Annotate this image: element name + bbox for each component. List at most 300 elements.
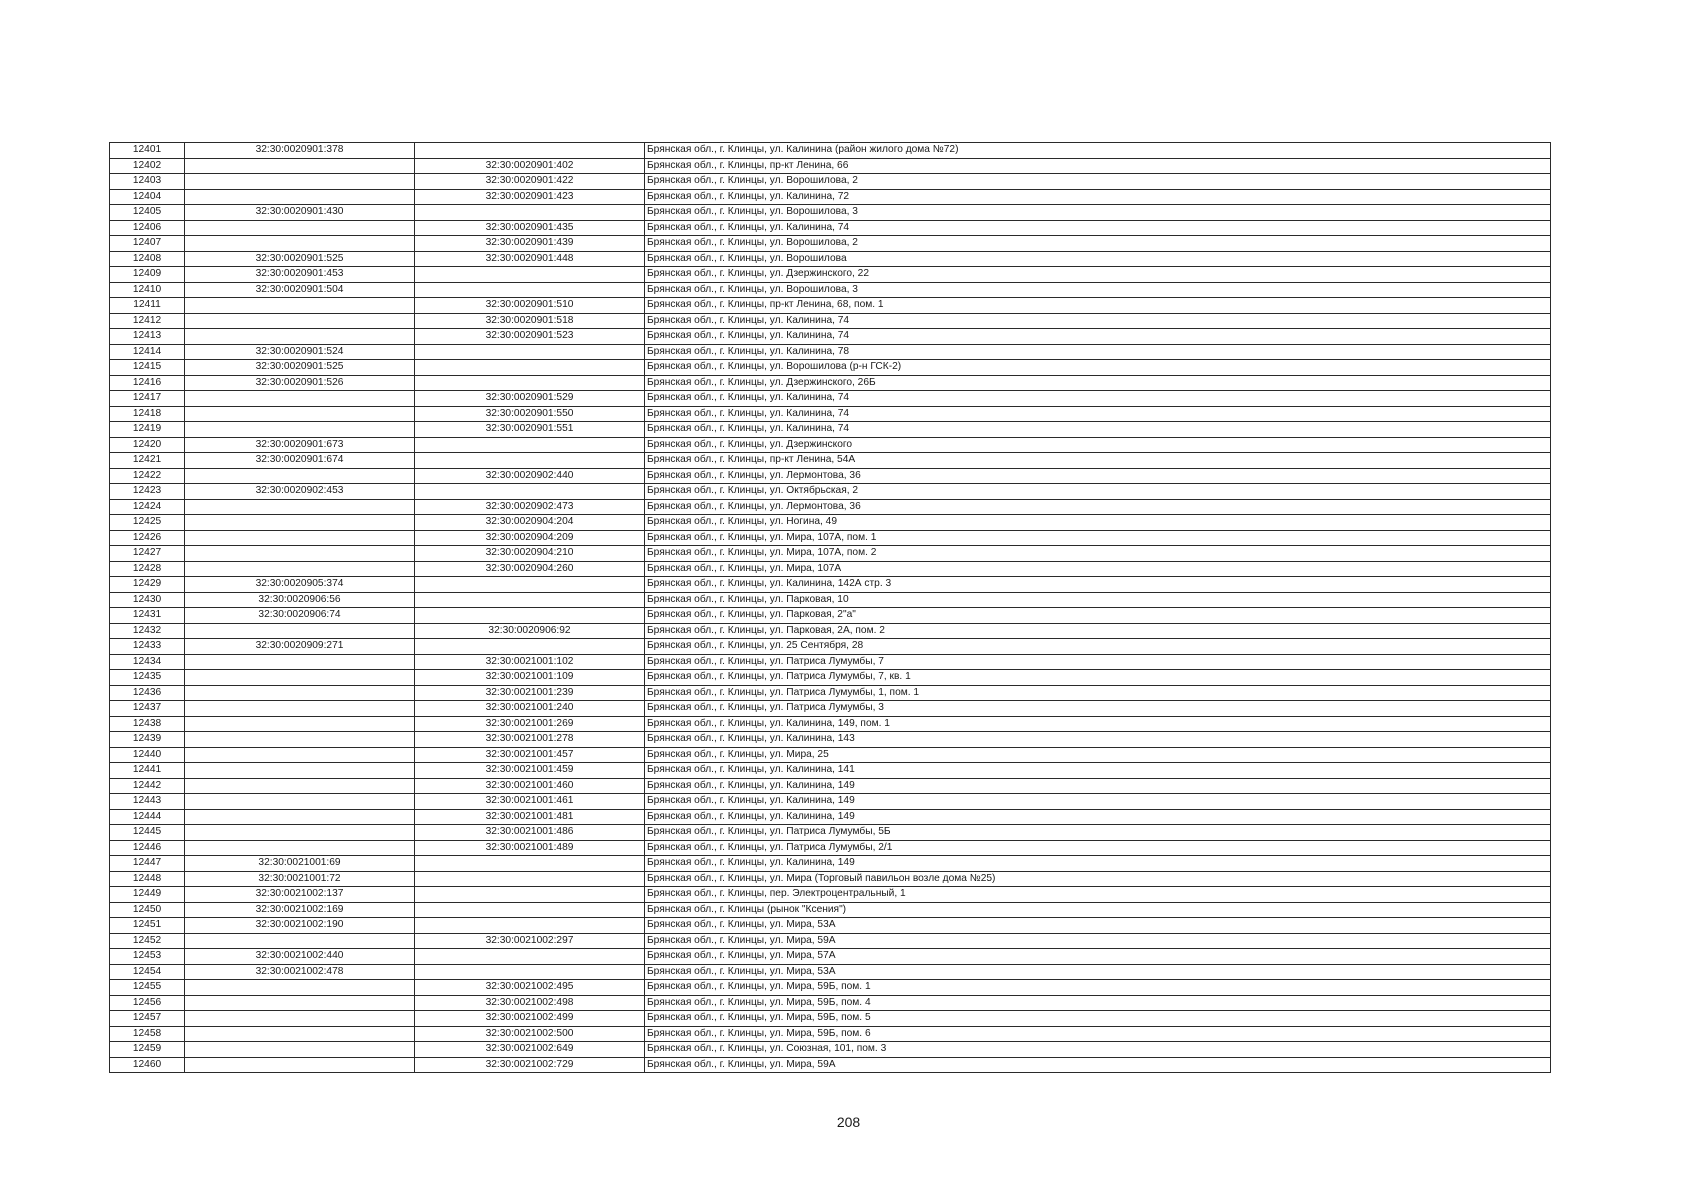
- cadastral-number-a-cell: 32:30:0020905:374: [185, 577, 415, 593]
- row-number-cell: 12446: [110, 840, 185, 856]
- cadastral-number-a-cell: [185, 794, 415, 810]
- table-row: [110, 670, 1551, 686]
- cadastral-number-b-cell: [415, 871, 645, 887]
- address-cell: Брянская обл., г. Клинцы, ул. Калинина, 149: [645, 794, 1551, 810]
- table-row: [110, 313, 1551, 329]
- table-row: [110, 174, 1551, 190]
- row-number-cell: 12443: [110, 794, 185, 810]
- table-row: [110, 1057, 1551, 1073]
- table-row: [110, 980, 1551, 996]
- cadastral-number-b-cell: 32:30:0021002:500: [415, 1026, 645, 1042]
- address-cell: Брянская обл., г. Клинцы, ул. Мира, 53А: [645, 964, 1551, 980]
- table-row: [110, 825, 1551, 841]
- table-row: [110, 484, 1551, 500]
- cadastral-number-a-cell: 32:30:0020901:524: [185, 344, 415, 360]
- cadastral-number-a-cell: 32:30:0020901:378: [185, 143, 415, 159]
- cadastral-number-a-cell: [185, 670, 415, 686]
- row-number-cell: 12434: [110, 654, 185, 670]
- cadastral-number-b-cell: 32:30:0020904:204: [415, 515, 645, 531]
- table-row: [110, 391, 1551, 407]
- row-number-cell: 12404: [110, 189, 185, 205]
- address-cell: Брянская обл., г. Клинцы, ул. Патриса Лумумбы, 3: [645, 701, 1551, 717]
- row-number-cell: 12423: [110, 484, 185, 500]
- table-row: [110, 747, 1551, 763]
- address-cell: Брянская обл., г. Клинцы, ул. Парковая, 2"а": [645, 608, 1551, 624]
- cadastral-number-b-cell: 32:30:0021001:459: [415, 763, 645, 779]
- row-number-cell: 12406: [110, 220, 185, 236]
- address-cell: Брянская обл., г. Клинцы, ул. Мира, 59Б, пом. 5: [645, 1011, 1551, 1027]
- cadastral-number-a-cell: [185, 1026, 415, 1042]
- row-number-cell: 12417: [110, 391, 185, 407]
- row-number-cell: 12441: [110, 763, 185, 779]
- row-number-cell: 12429: [110, 577, 185, 593]
- row-number-cell: 12420: [110, 437, 185, 453]
- table-row: [110, 918, 1551, 934]
- address-cell: Брянская обл., г. Клинцы, ул. Парковая, 2А, пом. 2: [645, 623, 1551, 639]
- address-cell: Брянская обл., г. Клинцы, ул. 25 Сентября, 28: [645, 639, 1551, 655]
- cadastral-number-a-cell: 32:30:0020901:504: [185, 282, 415, 298]
- cadastral-number-a-cell: 32:30:0020901:526: [185, 375, 415, 391]
- cadastral-number-b-cell: [415, 360, 645, 376]
- cadastral-number-b-cell: 32:30:0021001:269: [415, 716, 645, 732]
- row-number-cell: 12412: [110, 313, 185, 329]
- cadastral-number-b-cell: 32:30:0020904:210: [415, 546, 645, 562]
- row-number-cell: 12459: [110, 1042, 185, 1058]
- cadastral-number-a-cell: [185, 174, 415, 190]
- cadastral-number-a-cell: [185, 530, 415, 546]
- row-number-cell: 12447: [110, 856, 185, 872]
- cadastral-number-b-cell: [415, 143, 645, 159]
- row-number-cell: 12402: [110, 158, 185, 174]
- row-number-cell: 12428: [110, 561, 185, 577]
- table-row: [110, 701, 1551, 717]
- table-row: [110, 158, 1551, 174]
- cadastral-number-b-cell: 32:30:0020901:529: [415, 391, 645, 407]
- address-cell: Брянская обл., г. Клинцы, ул. Союзная, 101, пом. 3: [645, 1042, 1551, 1058]
- address-cell: Брянская обл., г. Клинцы, ул. Патриса Лумумбы, 2/1: [645, 840, 1551, 856]
- row-number-cell: 12426: [110, 530, 185, 546]
- row-number-cell: 12435: [110, 670, 185, 686]
- cadastral-number-b-cell: 32:30:0020901:423: [415, 189, 645, 205]
- address-cell: Брянская обл., г. Клинцы, ул. Мира (Торговый павильон возле дома №25): [645, 871, 1551, 887]
- table-row: [110, 499, 1551, 515]
- cadastral-number-a-cell: [185, 840, 415, 856]
- cadastral-number-b-cell: [415, 205, 645, 221]
- cadastral-number-a-cell: [185, 1057, 415, 1073]
- cadastral-number-a-cell: [185, 1011, 415, 1027]
- table-row: [110, 189, 1551, 205]
- cadastral-number-b-cell: 32:30:0020901:439: [415, 236, 645, 252]
- address-cell: Брянская обл., г. Клинцы, ул. Лермонтова, 36: [645, 499, 1551, 515]
- row-number-cell: 12422: [110, 468, 185, 484]
- cadastral-number-b-cell: 32:30:0021001:278: [415, 732, 645, 748]
- cadastral-number-a-cell: [185, 685, 415, 701]
- cadastral-number-a-cell: 32:30:0021001:69: [185, 856, 415, 872]
- row-number-cell: 12460: [110, 1057, 185, 1073]
- row-number-cell: 12430: [110, 592, 185, 608]
- address-cell: Брянская обл., г. Клинцы, ул. Ворошилова, 3: [645, 282, 1551, 298]
- table-row: [110, 298, 1551, 314]
- cadastral-number-b-cell: 32:30:0021002:729: [415, 1057, 645, 1073]
- table-row: [110, 949, 1551, 965]
- table-row: [110, 422, 1551, 438]
- cadastral-number-b-cell: [415, 344, 645, 360]
- table-row: [110, 871, 1551, 887]
- address-cell: Брянская обл., г. Клинцы (рынок "Ксения"): [645, 902, 1551, 918]
- cadastral-number-b-cell: 32:30:0021002:495: [415, 980, 645, 996]
- cadastral-number-a-cell: [185, 623, 415, 639]
- row-number-cell: 12416: [110, 375, 185, 391]
- cadastral-number-b-cell: 32:30:0021002:499: [415, 1011, 645, 1027]
- cadastral-number-b-cell: [415, 375, 645, 391]
- table-row: [110, 344, 1551, 360]
- cadastral-number-b-cell: 32:30:0020906:92: [415, 623, 645, 639]
- address-cell: Брянская обл., г. Клинцы, ул. Калинина, 149, пом. 1: [645, 716, 1551, 732]
- table-row: [110, 453, 1551, 469]
- table-row: [110, 592, 1551, 608]
- address-cell: Брянская обл., г. Клинцы, ул. Октябрьская, 2: [645, 484, 1551, 500]
- row-number-cell: 12453: [110, 949, 185, 965]
- cadastral-number-a-cell: 32:30:0020901:525: [185, 360, 415, 376]
- row-number-cell: 12445: [110, 825, 185, 841]
- table-row: [110, 143, 1551, 159]
- table-row: [110, 546, 1551, 562]
- cadastral-number-a-cell: 32:30:0020901:674: [185, 453, 415, 469]
- row-number-cell: 12439: [110, 732, 185, 748]
- cadastral-number-b-cell: [415, 577, 645, 593]
- cadastral-number-a-cell: [185, 716, 415, 732]
- cadastral-number-a-cell: 32:30:0021002:478: [185, 964, 415, 980]
- cadastral-number-a-cell: [185, 499, 415, 515]
- cadastral-number-b-cell: 32:30:0020901:510: [415, 298, 645, 314]
- cadastral-number-b-cell: [415, 902, 645, 918]
- cadastral-number-b-cell: 32:30:0021002:498: [415, 995, 645, 1011]
- cadastral-number-a-cell: 32:30:0020901:673: [185, 437, 415, 453]
- cadastral-number-a-cell: 32:30:0020901:525: [185, 251, 415, 267]
- cadastral-number-b-cell: [415, 639, 645, 655]
- address-cell: Брянская обл., г. Клинцы, ул. Лермонтова, 36: [645, 468, 1551, 484]
- cadastral-number-a-cell: [185, 995, 415, 1011]
- cadastral-number-a-cell: [185, 313, 415, 329]
- address-cell: Брянская обл., г. Клинцы, ул. Калинина, 143: [645, 732, 1551, 748]
- address-cell: Брянская обл., г. Клинцы, ул. Патриса Лумумбы, 7: [645, 654, 1551, 670]
- address-cell: Брянская обл., г. Клинцы, ул. Ворошилова, 2: [645, 236, 1551, 252]
- address-cell: Брянская обл., г. Клинцы, ул. Калинина, 74: [645, 329, 1551, 345]
- table-row: [110, 267, 1551, 283]
- table-row: [110, 964, 1551, 980]
- address-cell: Брянская обл., г. Клинцы, ул. Мира, 59А: [645, 933, 1551, 949]
- cadastral-number-a-cell: [185, 391, 415, 407]
- row-number-cell: 12424: [110, 499, 185, 515]
- row-number-cell: 12411: [110, 298, 185, 314]
- table-row: [110, 887, 1551, 903]
- cadastral-number-b-cell: 32:30:0020901:448: [415, 251, 645, 267]
- cadastral-number-b-cell: 32:30:0021002:297: [415, 933, 645, 949]
- row-number-cell: 12438: [110, 716, 185, 732]
- cadastral-number-b-cell: [415, 918, 645, 934]
- address-cell: Брянская обл., г. Клинцы, ул. Парковая, 10: [645, 592, 1551, 608]
- cadastral-number-a-cell: 32:30:0021002:137: [185, 887, 415, 903]
- cadastral-number-b-cell: 32:30:0020902:473: [415, 499, 645, 515]
- cadastral-number-a-cell: [185, 329, 415, 345]
- cadastral-number-a-cell: [185, 406, 415, 422]
- cadastral-number-a-cell: 32:30:0020901:430: [185, 205, 415, 221]
- address-cell: Брянская обл., г. Клинцы, ул. Мира, 59Б, пом. 6: [645, 1026, 1551, 1042]
- cadastral-number-b-cell: 32:30:0020901:402: [415, 158, 645, 174]
- address-cell: Брянская обл., г. Клинцы, ул. Ворошилова: [645, 251, 1551, 267]
- cadastral-number-a-cell: [185, 701, 415, 717]
- table-row: [110, 608, 1551, 624]
- cadastral-number-b-cell: [415, 437, 645, 453]
- table-row: [110, 639, 1551, 655]
- row-number-cell: 12436: [110, 685, 185, 701]
- cadastral-number-a-cell: [185, 747, 415, 763]
- cadastral-number-a-cell: 32:30:0020906:56: [185, 592, 415, 608]
- row-number-cell: 12409: [110, 267, 185, 283]
- address-cell: Брянская обл., г. Клинцы, ул. Калинина, 74: [645, 220, 1551, 236]
- row-number-cell: 12442: [110, 778, 185, 794]
- address-cell: Брянская обл., г. Клинцы, ул. Калинина, 74: [645, 391, 1551, 407]
- row-number-cell: 12458: [110, 1026, 185, 1042]
- row-number-cell: 12448: [110, 871, 185, 887]
- address-cell: Брянская обл., г. Клинцы, ул. Мира, 57А: [645, 949, 1551, 965]
- address-cell: Брянская обл., г. Клинцы, ул. Патриса Лумумбы, 7, кв. 1: [645, 670, 1551, 686]
- cadastral-number-a-cell: [185, 1042, 415, 1058]
- address-cell: Брянская обл., г. Клинцы, ул. Мира, 59А: [645, 1057, 1551, 1073]
- cadastral-number-b-cell: [415, 949, 645, 965]
- cadastral-number-b-cell: [415, 964, 645, 980]
- row-number-cell: 12415: [110, 360, 185, 376]
- table-row: [110, 623, 1551, 639]
- address-cell: Брянская обл., г. Клинцы, ул. Калинина, 72: [645, 189, 1551, 205]
- row-number-cell: 12413: [110, 329, 185, 345]
- cadastral-number-a-cell: 32:30:0020901:453: [185, 267, 415, 283]
- table-row: [110, 577, 1551, 593]
- table-row: [110, 1011, 1551, 1027]
- row-number-cell: 12449: [110, 887, 185, 903]
- table-row: [110, 375, 1551, 391]
- table-row: [110, 530, 1551, 546]
- table-row: [110, 282, 1551, 298]
- registry-table-body: [110, 143, 1551, 1073]
- row-number-cell: 12418: [110, 406, 185, 422]
- address-cell: Брянская обл., г. Клинцы, ул. Патриса Лумумбы, 5Б: [645, 825, 1551, 841]
- cadastral-number-b-cell: 32:30:0020901:435: [415, 220, 645, 236]
- cadastral-number-a-cell: [185, 732, 415, 748]
- cadastral-number-b-cell: 32:30:0020901:551: [415, 422, 645, 438]
- cadastral-number-a-cell: [185, 468, 415, 484]
- table-row: [110, 1042, 1551, 1058]
- cadastral-number-b-cell: 32:30:0020901:523: [415, 329, 645, 345]
- address-cell: Брянская обл., г. Клинцы, ул. Калинина, 78: [645, 344, 1551, 360]
- table-row: [110, 840, 1551, 856]
- cadastral-number-b-cell: 32:30:0021002:649: [415, 1042, 645, 1058]
- address-cell: Брянская обл., г. Клинцы, ул. Ворошилова, 2: [645, 174, 1551, 190]
- cadastral-number-b-cell: 32:30:0020904:209: [415, 530, 645, 546]
- table-row: [110, 856, 1551, 872]
- cadastral-number-a-cell: 32:30:0020909:271: [185, 639, 415, 655]
- table-row: [110, 778, 1551, 794]
- cadastral-number-a-cell: 32:30:0021002:169: [185, 902, 415, 918]
- row-number-cell: 12437: [110, 701, 185, 717]
- table-row: [110, 561, 1551, 577]
- cadastral-number-b-cell: [415, 887, 645, 903]
- cadastral-number-a-cell: [185, 189, 415, 205]
- address-cell: Брянская обл., г. Клинцы, ул. Мира, 59Б, пом. 1: [645, 980, 1551, 996]
- row-number-cell: 12452: [110, 933, 185, 949]
- table-row: [110, 685, 1551, 701]
- cadastral-number-a-cell: [185, 298, 415, 314]
- row-number-cell: 12455: [110, 980, 185, 996]
- cadastral-number-a-cell: [185, 515, 415, 531]
- table-row: [110, 763, 1551, 779]
- row-number-cell: 12433: [110, 639, 185, 655]
- row-number-cell: 12444: [110, 809, 185, 825]
- address-cell: Брянская обл., г. Клинцы, ул. Калинина, 149: [645, 809, 1551, 825]
- row-number-cell: 12427: [110, 546, 185, 562]
- address-cell: Брянская обл., г. Клинцы, ул. Патриса Лумумбы, 1, пом. 1: [645, 685, 1551, 701]
- row-number-cell: 12414: [110, 344, 185, 360]
- address-cell: Брянская обл., г. Клинцы, ул. Дзержинского, 22: [645, 267, 1551, 283]
- address-cell: Брянская обл., г. Клинцы, ул. Дзержинского, 26Б: [645, 375, 1551, 391]
- address-cell: Брянская обл., г. Клинцы, пр-кт Ленина, 68, пом. 1: [645, 298, 1551, 314]
- row-number-cell: 12431: [110, 608, 185, 624]
- cadastral-number-a-cell: 32:30:0020906:74: [185, 608, 415, 624]
- row-number-cell: 12440: [110, 747, 185, 763]
- cadastral-number-b-cell: [415, 608, 645, 624]
- cadastral-number-b-cell: 32:30:0021001:109: [415, 670, 645, 686]
- table-row: [110, 437, 1551, 453]
- cadastral-number-b-cell: [415, 453, 645, 469]
- table-row: [110, 329, 1551, 345]
- address-cell: Брянская обл., г. Клинцы, ул. Ворошилова (р-н ГСК-2): [645, 360, 1551, 376]
- address-cell: Брянская обл., г. Клинцы, ул. Калинина, 141: [645, 763, 1551, 779]
- table-row: [110, 654, 1551, 670]
- address-cell: Брянская обл., г. Клинцы, пр-кт Ленина, 54А: [645, 453, 1551, 469]
- cadastral-number-b-cell: 32:30:0020901:550: [415, 406, 645, 422]
- cadastral-number-a-cell: [185, 825, 415, 841]
- cadastral-number-a-cell: [185, 778, 415, 794]
- table-row: [110, 933, 1551, 949]
- cadastral-number-b-cell: [415, 856, 645, 872]
- cadastral-number-b-cell: 32:30:0021001:239: [415, 685, 645, 701]
- cadastral-number-b-cell: [415, 267, 645, 283]
- cadastral-number-a-cell: 32:30:0021002:190: [185, 918, 415, 934]
- address-cell: Брянская обл., г. Клинцы, ул. Мира, 59Б, пом. 4: [645, 995, 1551, 1011]
- address-cell: Брянская обл., г. Клинцы, ул. Калинина (район жилого дома №72): [645, 143, 1551, 159]
- cadastral-number-a-cell: [185, 763, 415, 779]
- cadastral-number-b-cell: 32:30:0020901:422: [415, 174, 645, 190]
- address-cell: Брянская обл., г. Клинцы, ул. Калинина, 74: [645, 313, 1551, 329]
- table-row: [110, 468, 1551, 484]
- cadastral-number-a-cell: [185, 933, 415, 949]
- cadastral-number-b-cell: 32:30:0021001:460: [415, 778, 645, 794]
- address-cell: Брянская обл., г. Клинцы, ул. Калинина, 74: [645, 406, 1551, 422]
- table-row: [110, 205, 1551, 221]
- cadastral-number-a-cell: [185, 561, 415, 577]
- cadastral-number-a-cell: [185, 236, 415, 252]
- cadastral-number-b-cell: 32:30:0021001:102: [415, 654, 645, 670]
- address-cell: Брянская обл., г. Клинцы, ул. Калинина, 74: [645, 422, 1551, 438]
- cadastral-number-a-cell: [185, 220, 415, 236]
- row-number-cell: 12456: [110, 995, 185, 1011]
- address-cell: Брянская обл., г. Клинцы, ул. Мира, 107А, пом. 1: [645, 530, 1551, 546]
- cadastral-number-a-cell: [185, 980, 415, 996]
- cadastral-number-a-cell: [185, 422, 415, 438]
- row-number-cell: 12421: [110, 453, 185, 469]
- table-row: [110, 220, 1551, 236]
- address-cell: Брянская обл., г. Клинцы, пр-кт Ленина, 66: [645, 158, 1551, 174]
- cadastral-number-b-cell: 32:30:0020902:440: [415, 468, 645, 484]
- address-cell: Брянская обл., г. Клинцы, ул. Мира, 107А, пом. 2: [645, 546, 1551, 562]
- cadastral-number-a-cell: [185, 546, 415, 562]
- row-number-cell: 12419: [110, 422, 185, 438]
- cadastral-number-b-cell: 32:30:0021001:457: [415, 747, 645, 763]
- address-cell: Брянская обл., г. Клинцы, ул. Калинина, 149: [645, 856, 1551, 872]
- cadastral-number-a-cell: [185, 158, 415, 174]
- row-number-cell: 12457: [110, 1011, 185, 1027]
- table-row: [110, 794, 1551, 810]
- cadastral-number-b-cell: 32:30:0020901:518: [415, 313, 645, 329]
- address-cell: Брянская обл., г. Клинцы, ул. Мира, 25: [645, 747, 1551, 763]
- row-number-cell: 12403: [110, 174, 185, 190]
- registry-table: [109, 142, 1551, 1073]
- row-number-cell: 12401: [110, 143, 185, 159]
- cadastral-number-b-cell: [415, 282, 645, 298]
- row-number-cell: 12450: [110, 902, 185, 918]
- row-number-cell: 12454: [110, 964, 185, 980]
- cadastral-number-a-cell: 32:30:0021002:440: [185, 949, 415, 965]
- cadastral-number-b-cell: 32:30:0021001:481: [415, 809, 645, 825]
- cadastral-number-b-cell: 32:30:0021001:461: [415, 794, 645, 810]
- table-row: [110, 809, 1551, 825]
- table-row: [110, 251, 1551, 267]
- cadastral-number-b-cell: [415, 592, 645, 608]
- table-row: [110, 236, 1551, 252]
- address-cell: Брянская обл., г. Клинцы, ул. Мира, 107А: [645, 561, 1551, 577]
- row-number-cell: 12451: [110, 918, 185, 934]
- cadastral-number-b-cell: 32:30:0021001:486: [415, 825, 645, 841]
- address-cell: Брянская обл., г. Клинцы, ул. Ворошилова, 3: [645, 205, 1551, 221]
- table-row: [110, 995, 1551, 1011]
- table-row: [110, 902, 1551, 918]
- row-number-cell: 12407: [110, 236, 185, 252]
- cadastral-number-a-cell: [185, 809, 415, 825]
- table-row: [110, 406, 1551, 422]
- address-cell: Брянская обл., г. Клинцы, пер. Электроцентральный, 1: [645, 887, 1551, 903]
- address-cell: Брянская обл., г. Клинцы, ул. Дзержинского: [645, 437, 1551, 453]
- table-row: [110, 732, 1551, 748]
- row-number-cell: 12408: [110, 251, 185, 267]
- row-number-cell: 12405: [110, 205, 185, 221]
- cadastral-number-a-cell: [185, 654, 415, 670]
- table-row: [110, 515, 1551, 531]
- table-row: [110, 716, 1551, 732]
- table-row: [110, 360, 1551, 376]
- cadastral-number-b-cell: [415, 484, 645, 500]
- table-row: [110, 1026, 1551, 1042]
- cadastral-number-a-cell: 32:30:0021001:72: [185, 871, 415, 887]
- row-number-cell: 12410: [110, 282, 185, 298]
- address-cell: Брянская обл., г. Клинцы, ул. Калинина, 149: [645, 778, 1551, 794]
- address-cell: Брянская обл., г. Клинцы, ул. Ногина, 49: [645, 515, 1551, 531]
- row-number-cell: 12425: [110, 515, 185, 531]
- cadastral-number-b-cell: 32:30:0021001:240: [415, 701, 645, 717]
- cadastral-number-a-cell: 32:30:0020902:453: [185, 484, 415, 500]
- address-cell: Брянская обл., г. Клинцы, ул. Калинина, 142А стр. 3: [645, 577, 1551, 593]
- address-cell: Брянская обл., г. Клинцы, ул. Мира, 53А: [645, 918, 1551, 934]
- page-number: 208: [836, 1114, 861, 1130]
